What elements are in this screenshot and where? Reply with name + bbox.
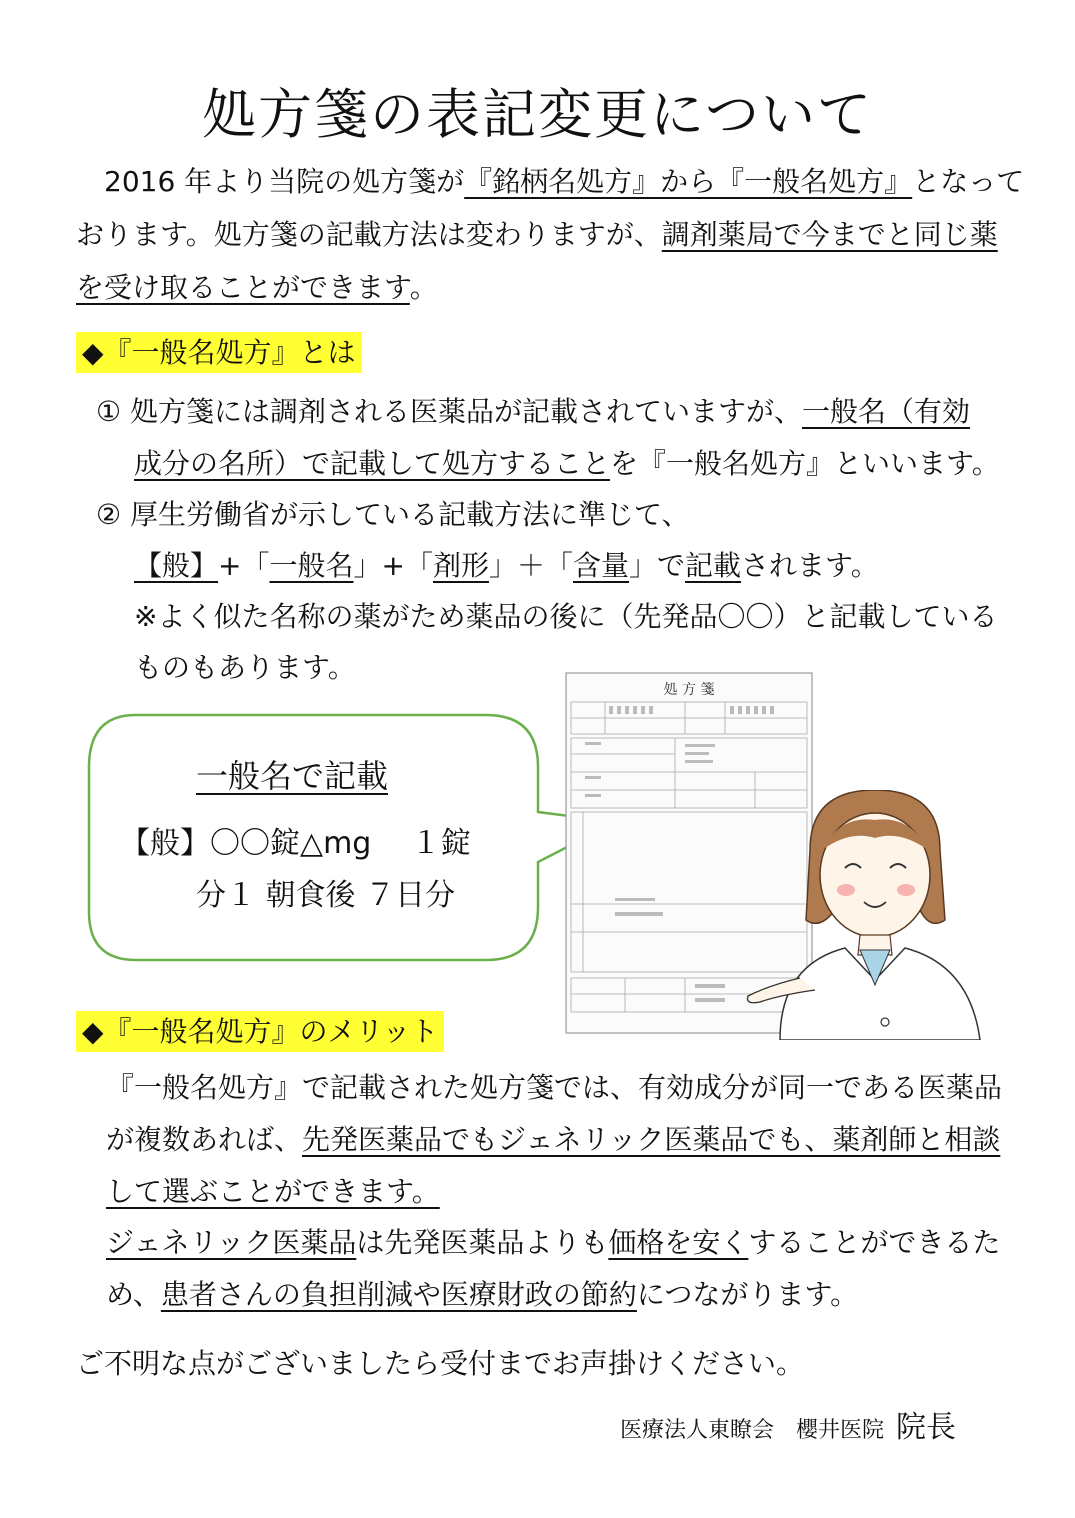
section1-note-line1: ※よく似た名称の薬がため薬品の後に（先発品〇〇）と記載している [134,600,998,633]
point-underlined: 一般名（有効 [802,395,971,428]
merit-underlined: 患者さんの負担削減や医療財政の節約 [160,1278,637,1311]
section1-point2-line1: ② 厚生労働省が示している記載方法に準じて、 [96,498,690,531]
point-underlined: 記載 [685,549,742,582]
intro-underlined: 『銘柄名処方』から『一般名処方』 [464,165,913,198]
section1-point1-line1 [96,392,970,432]
merit-text: が複数あれば、 [106,1123,303,1156]
intro-line-3 [76,268,438,308]
point-text: +「 [218,549,270,582]
section1-point1-line2 [134,444,1000,484]
section2-line-2 [106,1120,1000,1160]
intro-underlined: を受け取ることができます [76,271,410,304]
point-text: ① 処方箋には調剤される医薬品が記載されていますが、 [96,395,803,428]
section2-line-5 [106,1275,858,1315]
merit-underlined: して選ぶことができます。 [106,1175,440,1208]
merit-underlined: 価格を安く [608,1226,749,1259]
section1-note-line2: ものもあります。 [134,651,356,684]
bubble-heading-text: 一般名で記載 [196,757,389,795]
point-text: 」＋「 [488,549,573,582]
intro-line-2 [76,215,998,255]
intro-text: おります。処方箋の記載方法は変わりますが、 [76,218,662,251]
section2-line-1: 『一般名処方』で記載された処方箋では、有効成分が同一である医薬品 [106,1071,1003,1104]
signature-role: 院長 [896,1410,957,1445]
point-text: 」+「 [353,549,433,582]
section1-point2-line2 [134,546,879,586]
point-underlined: 剤形 [432,549,489,582]
closing-note: ご不明な点がございましたら受付までお声掛けください。 [76,1347,805,1380]
page-title: 処方箋の表記変更について [202,83,873,146]
signature [620,1402,956,1446]
point-underlined: 成分の名所）で記載して処方すること [134,447,611,480]
intro-text: 。 [409,271,438,304]
merit-text: することができるた [748,1226,1001,1259]
section2-line-3 [106,1172,440,1212]
merit-underlined: ジェネリック医薬品 [106,1226,357,1259]
signature-org: 医療法人東瞭会 櫻井医院 [620,1418,885,1443]
merit-underlined: 先発医薬品でもジェネリック医薬品でも、薬剤師と相談 [302,1123,1001,1156]
bubble-line-1: 【般】〇〇錠△mg １錠 [120,826,471,861]
intro-line-1 [76,162,1024,202]
section2-line-4 [106,1223,1000,1263]
point-text: されます。 [741,549,879,582]
point-underlined: 含量 [573,549,630,582]
point-underlined: 一般名 [269,549,354,582]
bubble-line-2: 分１ 朝食後 ７日分 [196,878,456,913]
intro-underlined: 調剤薬局で今までと同じ薬 [661,218,998,251]
merit-text: につながります。 [636,1278,859,1311]
section2-heading [76,1012,444,1052]
merit-text: は先発医薬品よりも [356,1226,609,1259]
point-text: 」で [629,549,686,582]
section1-heading-text: ◆『一般名処方』とは [76,332,362,373]
section1-heading [76,333,362,373]
intro-text: となって [912,165,1025,198]
section2-heading-text: ◆『一般名処方』のメリット [76,1011,444,1052]
pharmacist-illustration [740,790,1030,1040]
point-text: を『一般名処方』といいます。 [610,447,1000,480]
intro-text: 2016 年より当院の処方箋が [76,165,465,198]
bubble-heading [196,756,388,796]
merit-text: め、 [106,1278,161,1311]
point-underlined: 【般】 [134,549,219,582]
prescription-form-title: 処 方 箋 [663,682,715,698]
